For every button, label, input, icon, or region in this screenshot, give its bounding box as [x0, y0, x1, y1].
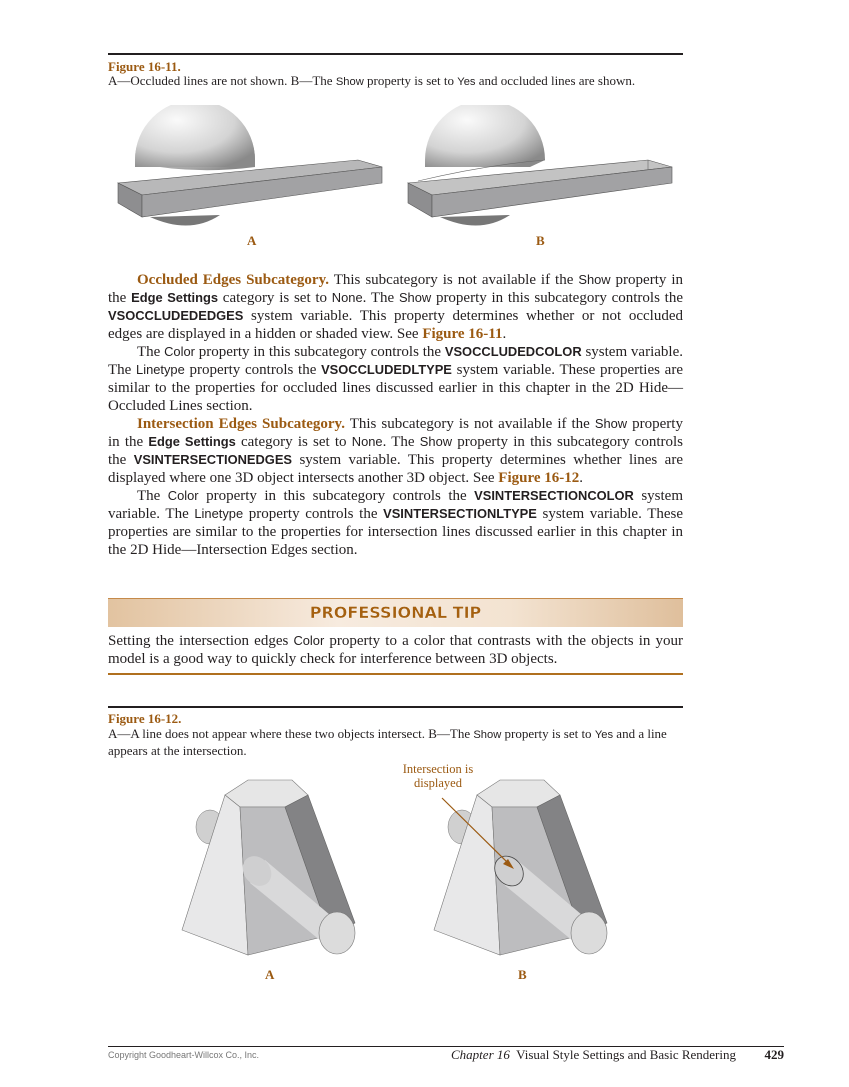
text-run: The — [137, 488, 168, 504]
text-run: The — [137, 344, 165, 360]
tip-title: PROFESSIONAL TIP — [309, 603, 482, 622]
text-run: category is set to — [218, 290, 332, 306]
page-footer — [108, 1046, 784, 1062]
text-run: A—A line does not appear where these two objects intersect. B—The — [108, 726, 474, 741]
text-run: Show — [419, 434, 453, 449]
figure-16-11-label: Figure 16-11. — [108, 59, 181, 74]
text-run: and a line appears at the intersection. — [108, 726, 667, 758]
tip-text — [108, 632, 683, 668]
professional-tip-banner — [108, 598, 683, 627]
text-run: Show — [578, 272, 611, 287]
text-run: Color — [164, 344, 195, 359]
running-head: Chapter 16 Visual Style Settings and Basic Rendering — [451, 1047, 736, 1062]
run-in-heading: Occluded Edges Subcategory. — [137, 272, 330, 288]
text-run: VSOCCLUDEDCOLOR — [444, 344, 582, 359]
text-run: VSINTERSECTIONLTYPE — [383, 506, 537, 521]
text-run: VSOCCLUDEDEDGES — [108, 308, 244, 323]
text-run: property is set to — [501, 726, 595, 741]
text-run: Show — [398, 290, 432, 305]
text-run: Edge Settings — [148, 434, 236, 449]
text-run: Color — [293, 633, 325, 648]
text-run: property in this subcategory controls the — [198, 488, 475, 504]
tip-rule — [108, 673, 683, 675]
text-run: property in the — [108, 416, 683, 450]
text-run: VSINTERSECTIONEDGES — [133, 452, 293, 467]
figure-16-11-illustration — [110, 105, 690, 235]
text-run: Color — [167, 488, 199, 503]
text-run: . The — [362, 290, 399, 306]
text-run: property in this subcategory controls the — [108, 434, 683, 468]
text-run: A—Occluded lines are not shown. B—The — [108, 73, 336, 88]
text-run: This subcategory is not available if the — [344, 416, 595, 432]
occluded-hidden-model — [118, 105, 382, 226]
text-run: None — [351, 434, 383, 449]
panel-b-label: B — [536, 233, 545, 248]
text-run: VSINTERSECTIONCOLOR — [474, 488, 634, 503]
text-run: This subcategory is not available if the — [329, 272, 579, 288]
text-run: Show — [594, 416, 628, 431]
text-run: property is set to — [363, 73, 458, 88]
figure-reference[interactable]: Figure 16-11 — [422, 326, 503, 342]
paragraph — [108, 271, 683, 343]
copyright: Copyright Goodheart-Willcox Co., Inc. — [108, 1050, 260, 1060]
text-run: None — [331, 290, 363, 305]
text-run: system variable. These properties are similar to the properties for occluded lines discussed earlier in this chapter in the 2D Hide—Occluded Lines section. — [108, 362, 683, 414]
intersection-hidden-model — [182, 780, 355, 955]
text-run: . The — [382, 434, 420, 450]
text-run: category is set to — [235, 434, 352, 450]
text-run: Yes — [594, 729, 614, 741]
paragraph — [108, 415, 683, 487]
intersection-shown-model — [434, 780, 607, 955]
panel-a-label: A — [265, 967, 275, 982]
page-number: 429 — [764, 1047, 784, 1062]
text-run: property controls the — [184, 362, 322, 378]
paragraph — [108, 487, 683, 559]
text-run: Show — [335, 76, 364, 88]
figure-rule — [108, 53, 683, 55]
text-run: property controls the — [243, 506, 384, 522]
run-in-heading: Intersection Edges Subcategory. — [137, 416, 345, 432]
paragraph — [108, 343, 683, 415]
text-run: Yes — [457, 76, 476, 88]
text-run: system variable. The — [108, 488, 684, 522]
text-run: and occluded lines are shown. — [475, 73, 636, 88]
text-run: property in the — [108, 272, 683, 306]
text-run: property in this subcategory controls the — [431, 290, 683, 306]
text-run: system variable. The — [108, 344, 683, 378]
text-run: Show — [473, 729, 502, 741]
figure-rule — [108, 706, 683, 708]
figure-16-12-illustration — [170, 775, 630, 965]
text-run: Setting the intersection edges — [108, 633, 294, 649]
figure-16-12-label: Figure 16-12. — [108, 711, 182, 726]
figure-reference[interactable]: Figure 16-12 — [498, 470, 580, 486]
body-text — [108, 271, 683, 559]
text-run: Linetype — [136, 362, 185, 377]
panel-a-label: A — [247, 233, 257, 248]
panel-b-label: B — [518, 967, 527, 982]
intersection-annotation: Intersection is displayed — [402, 762, 474, 790]
text-run: system variable. This property determines whether lines are displayed where one 3D object intersects another 3D object. See — [108, 452, 683, 486]
occluded-shown-model — [408, 105, 672, 226]
figure-16-12-caption — [108, 726, 683, 759]
text-run: property to a color that contrasts with the objects in your model is a good way to quickly check for interference between 3D objects. — [108, 633, 683, 667]
text-run: . — [579, 470, 584, 486]
text-run: VSOCCLUDEDLTYPE — [321, 362, 452, 377]
text-run: property in this subcategory controls the — [194, 344, 445, 360]
text-run: Edge Settings — [131, 290, 219, 305]
text-run: system variable. This property determines whether or not occluded edges are displayed in a hidden or shaded view. See — [108, 308, 683, 342]
text-run: Linetype — [194, 506, 244, 521]
text-run: system variable. These properties are similar to the properties for intersection lines discussed earlier in this chapter in the 2D Hide—Intersection Edges section. — [108, 506, 684, 558]
text-run: . — [502, 326, 507, 342]
figure-16-11-caption — [108, 73, 683, 90]
